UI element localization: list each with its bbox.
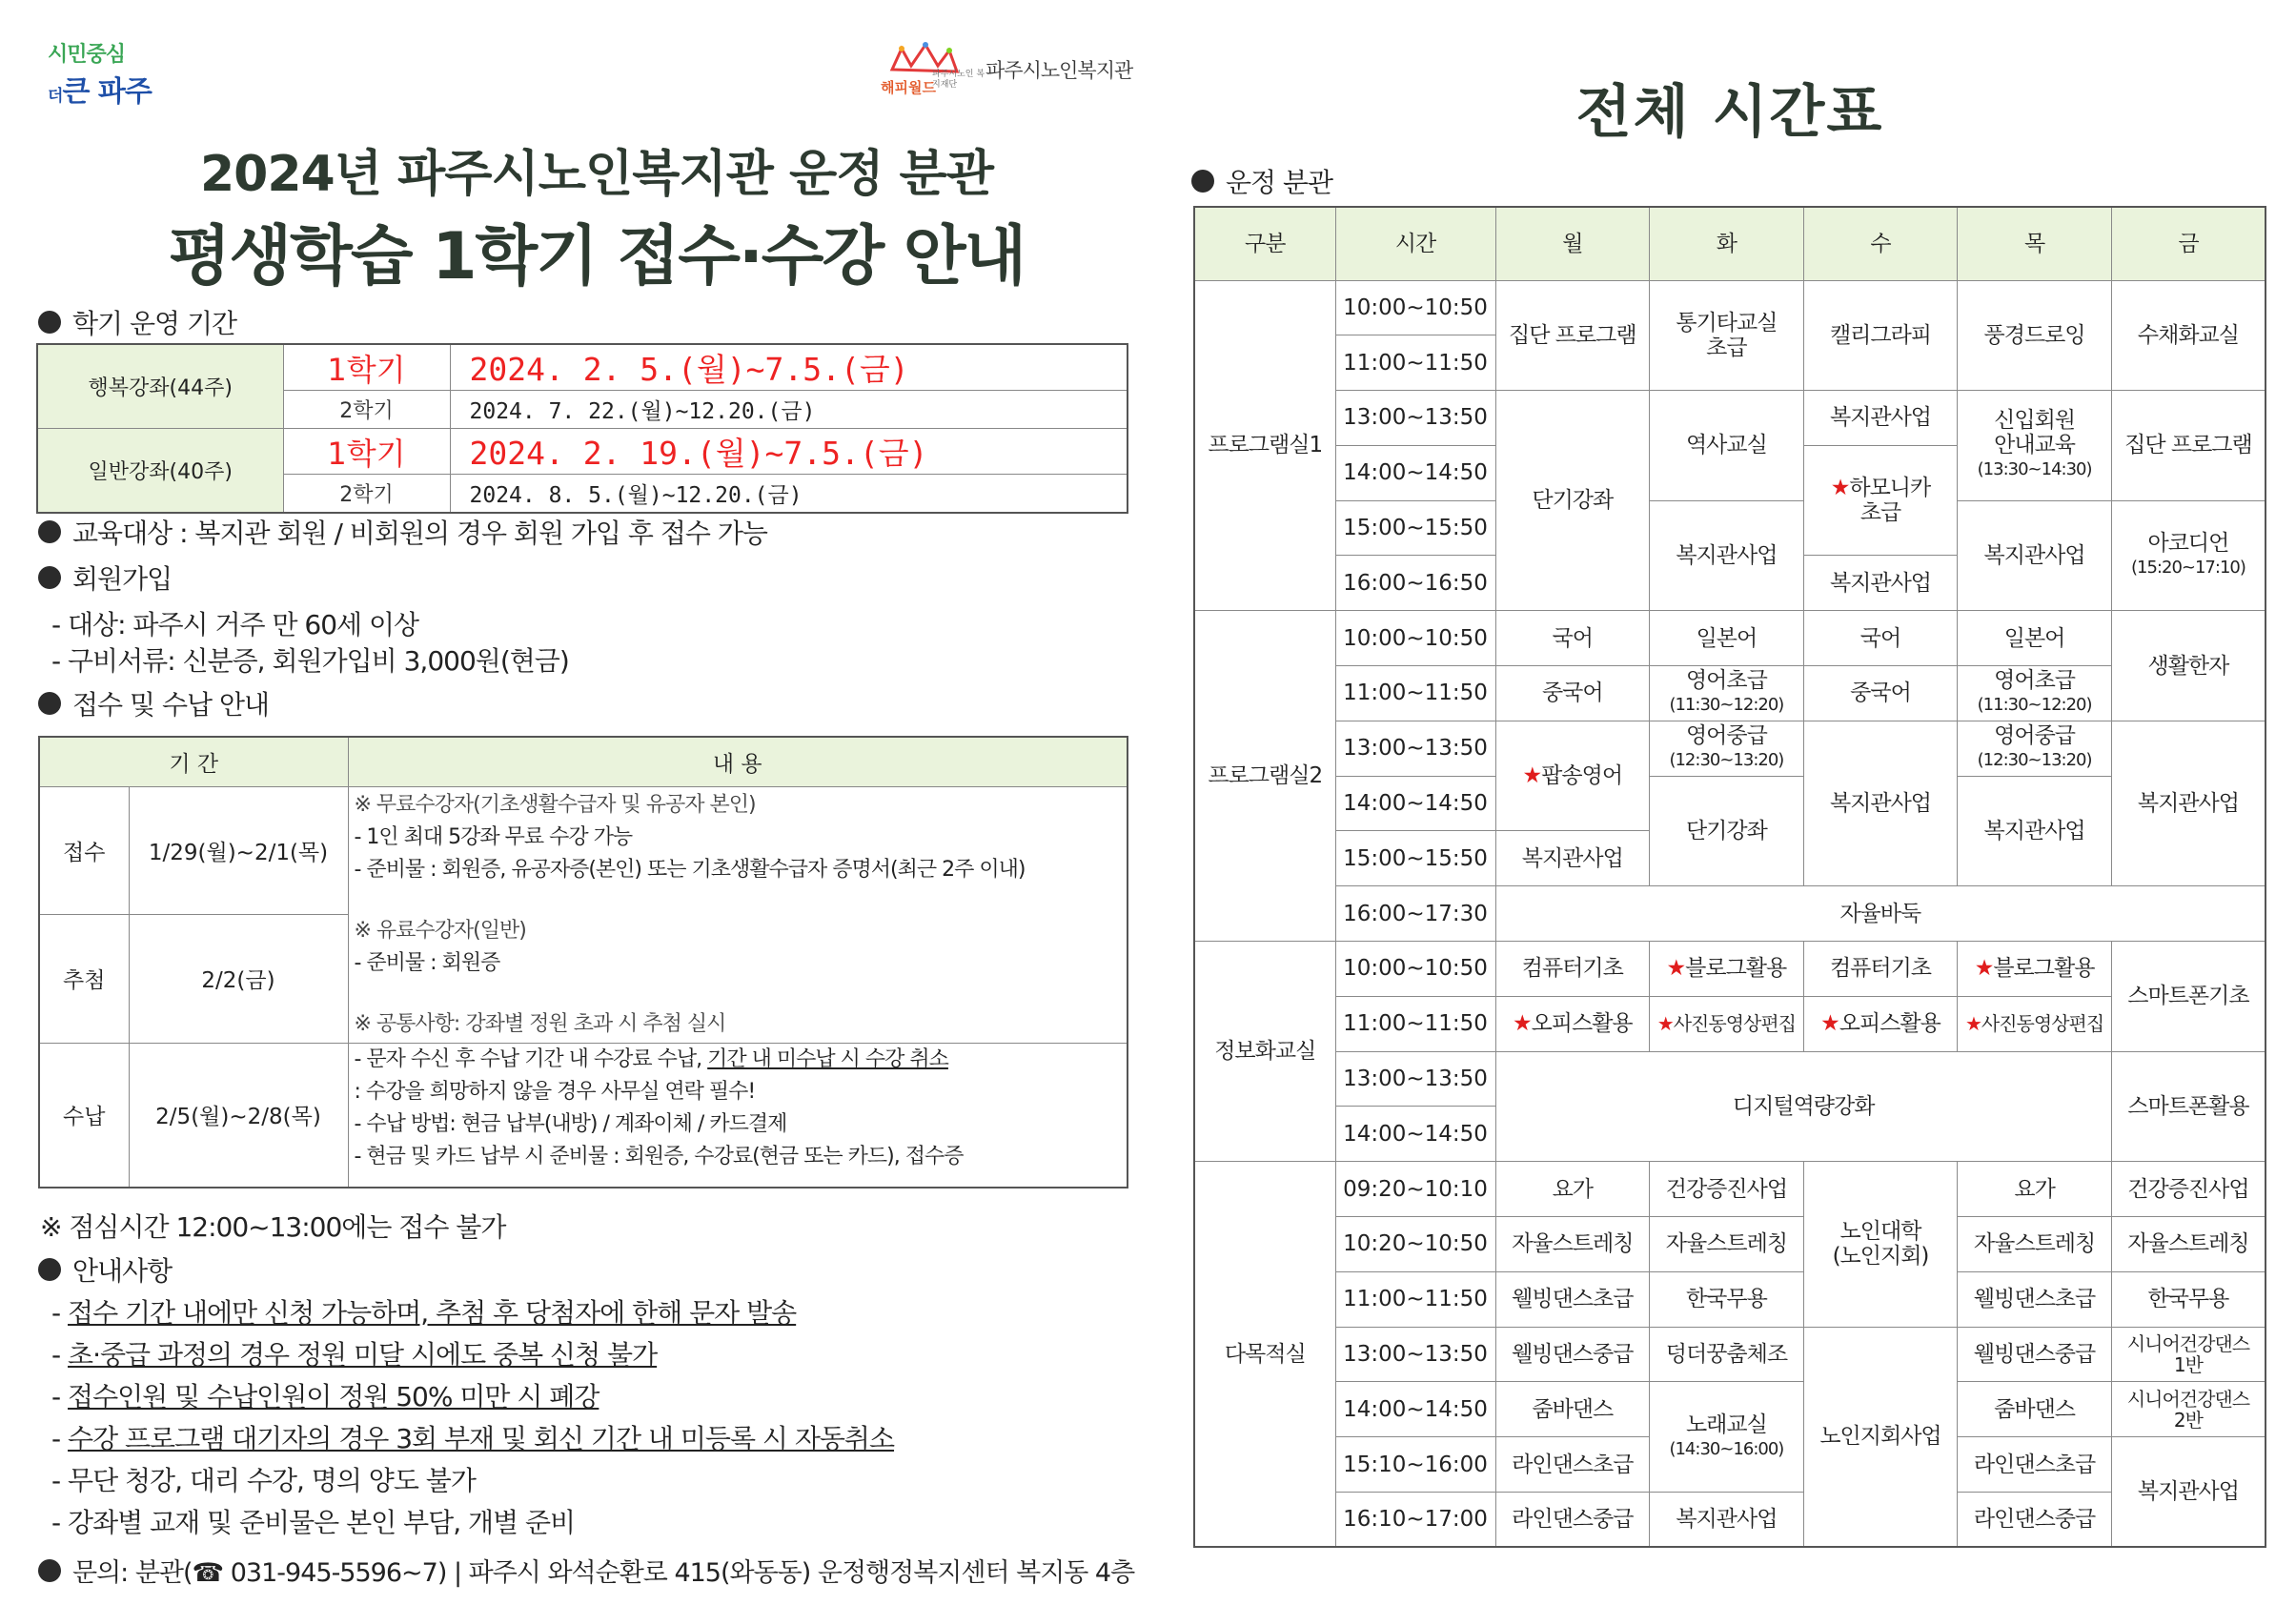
class-cell: 복지관사업 <box>1650 500 1804 611</box>
class-cell: 일본어 <box>1650 611 1804 666</box>
class-cell: 요가 <box>1958 1162 2112 1217</box>
time-cell: 10:00~10:50 <box>1335 942 1495 997</box>
time-cell: 11:00~11:50 <box>1335 666 1495 721</box>
happy-world-mark <box>873 41 985 98</box>
header-period: 기 간 <box>39 737 348 786</box>
section-branch: 운정 분관 <box>1191 162 1332 200</box>
class-cell: 영어초급 (11:30~12:20) <box>1650 666 1804 721</box>
time-cell: 10:20~10:50 <box>1335 1217 1495 1272</box>
bullet-icon <box>38 1258 61 1281</box>
semester-name: 2학기 <box>283 475 450 513</box>
class-cell: 노래교실 (14:30~16:00) <box>1650 1382 1804 1493</box>
class-cell: 자율바둑 <box>1495 886 2266 942</box>
time-cell: 11:00~11:50 <box>1335 335 1495 391</box>
city-logo <box>48 38 210 109</box>
time-cell: 15:00~15:50 <box>1335 831 1495 886</box>
class-cell: 영어중급 (12:30~13:20) <box>1958 721 2112 776</box>
class-cell: 라인댄스초급 <box>1958 1437 2112 1493</box>
membership-line: - 구비서류: 신분증, 회원가입비 3,000원(현금) <box>51 645 569 677</box>
class-cell: 복지관사업 <box>2111 1437 2266 1548</box>
class-cell: 노인지회사업 <box>1803 1327 1958 1547</box>
time-cell: 16:10~17:00 <box>1335 1493 1495 1548</box>
left-panel <box>34 29 1159 1592</box>
membership-line: - 대상: 파주시 거주 만 60세 이상 <box>51 609 419 640</box>
class-cell: 스마트폰활용 <box>2111 1051 2266 1162</box>
class-cell: ★오피스활용 <box>1495 996 1650 1051</box>
class-cell: 컴퓨터기초 <box>1495 942 1650 997</box>
class-cell: 복지관사업 <box>1803 721 1958 885</box>
schedule-table <box>1193 206 2266 1548</box>
star-icon: ★ <box>1820 1011 1839 1037</box>
class-cell: 줌바댄스 <box>1958 1382 2112 1437</box>
col-header: 수 <box>1803 207 1958 280</box>
class-cell: 노인대학 (노인지회) <box>1803 1162 1958 1327</box>
time-cell: 09:20~10:10 <box>1335 1162 1495 1217</box>
class-cell: 복지관사업 <box>2111 721 2266 885</box>
bullet-icon <box>38 520 61 543</box>
class-cell: 자율스트레칭 <box>1495 1217 1650 1272</box>
class-cell: 집단 프로그램 <box>2111 391 2266 501</box>
registration-table <box>38 736 1128 1189</box>
semester-label: 행복강좌(44주) <box>37 344 283 429</box>
class-cell: 캘리그라피 <box>1803 280 1958 391</box>
class-cell: 웰빙댄스중급 <box>1958 1327 2112 1382</box>
welfare-logo <box>873 36 1159 103</box>
class-cell: 스마트폰기초 <box>2111 942 2266 1052</box>
class-cell: ★팝송영어 <box>1495 721 1650 831</box>
class-cell: ★오피스활용 <box>1803 996 1958 1051</box>
class-cell: 건강증진사업 <box>2111 1162 2266 1217</box>
reg-type: 접수 <box>39 786 129 915</box>
time-cell: 14:00~14:50 <box>1335 1107 1495 1162</box>
reg-content: ※ 무료수강자(기초생활수급자 및 유공자 본인) - 1인 최대 5강좌 무료 수강 가능 - 준비물 : 회원증, 유공자증(본인) 또는 기초생활수급자 증명서(최근 2주 이내) ※ 유료수강자(일반) - 준비물 : 회원증 ※ 공통사항: 강좌별 정원 초과 시 추첨 실시 <box>348 786 1128 1043</box>
class-cell: 복지관사업 <box>1958 776 2112 886</box>
reg-type: 추첨 <box>39 915 129 1044</box>
class-cell: 자율스트레칭 <box>1958 1217 2112 1272</box>
time-cell: 11:00~11:50 <box>1335 996 1495 1051</box>
class-cell: 복지관사업 <box>1803 391 1958 446</box>
section-target: 교육대상 : 복지관 회원 / 비회원의 경우 회원 가입 후 접수 가능 <box>38 513 767 551</box>
class-cell: 웰빙댄스중급 <box>1495 1327 1650 1382</box>
reg-type: 수납 <box>39 1043 129 1188</box>
col-header: 월 <box>1495 207 1650 280</box>
bullet-icon <box>38 1559 61 1582</box>
class-cell: 한국무용 <box>2111 1271 2266 1327</box>
time-cell: 11:00~11:50 <box>1335 1271 1495 1327</box>
notice-line: - 접수 기간 내에만 신청 가능하며, 추첨 후 당첨자에 한해 문자 발송 <box>51 1297 797 1329</box>
class-cell: ★블로그활용 <box>1958 942 2112 997</box>
semester-table <box>36 343 1128 514</box>
class-cell: 통기타교실 초급 <box>1650 280 1804 391</box>
reg-date: 2/5(월)~2/8(목) <box>129 1043 348 1188</box>
class-cell: 아코디언 (15:20~17:10) <box>2111 500 2266 611</box>
title-line1: 2024년 파주시노인복지관 운정 분관 <box>199 146 994 203</box>
class-cell: 라인댄스중급 <box>1495 1493 1650 1548</box>
room-label: 프로그램실1 <box>1194 280 1335 611</box>
logo-slogan: 시민중심 <box>48 43 126 67</box>
bullet-icon <box>1191 170 1214 193</box>
col-header: 구분 <box>1194 207 1335 280</box>
logo-name: 더큰 파주 <box>48 75 152 109</box>
right-panel <box>1182 29 2278 1592</box>
class-cell: 집단 프로그램 <box>1495 280 1650 391</box>
col-header: 금 <box>2111 207 2266 280</box>
star-icon: ★ <box>1974 956 1994 982</box>
section-membership: 회원가입 <box>38 559 172 597</box>
header-content: 내 용 <box>348 737 1128 786</box>
class-cell: 자율스트레칭 <box>2111 1217 2266 1272</box>
notice-line: - 초·중급 과정의 경우 정원 미달 시에도 중복 신청 불가 <box>51 1339 658 1371</box>
time-cell: 14:00~14:50 <box>1335 1382 1495 1437</box>
star-icon: ★ <box>1666 956 1686 982</box>
class-cell: 역사교실 <box>1650 391 1804 501</box>
class-cell: 영어초급 (11:30~12:20) <box>1958 666 2112 721</box>
schedule-title: 전체 시간표 <box>1575 79 1884 146</box>
class-cell: ★하모니카 초급 <box>1803 445 1958 556</box>
class-cell: 생활한자 <box>2111 611 2266 721</box>
title-line2: 평생학습 1학기 접수·수강 안내 <box>168 219 1026 295</box>
section-notice: 안내사항 <box>38 1250 172 1289</box>
class-cell: 신입회원 안내교육 (13:30~14:30) <box>1958 391 2112 501</box>
notice-line: - 수강 프로그램 대기자의 경우 3회 부재 및 회신 기간 내 미등록 시 자동취소 <box>51 1423 895 1454</box>
semester-name: 1학기 <box>283 344 450 391</box>
class-cell: 요가 <box>1495 1162 1650 1217</box>
star-icon: ★ <box>1656 1012 1674 1036</box>
brand-text: 해피월드 <box>881 79 936 96</box>
class-cell: 중국어 <box>1495 666 1650 721</box>
bullet-icon <box>38 692 61 715</box>
time-cell: 13:00~13:50 <box>1335 1051 1495 1107</box>
class-cell: 국어 <box>1495 611 1650 666</box>
class-cell: 라인댄스초급 <box>1495 1437 1650 1493</box>
bullet-icon <box>38 566 61 589</box>
class-cell: 시니어건강댄스 1반 <box>2111 1327 2266 1382</box>
class-cell: 덩더꿍춤체조 <box>1650 1327 1804 1382</box>
class-cell: ★사진동영상편집 <box>1958 996 2112 1051</box>
room-label: 프로그램실2 <box>1194 611 1335 942</box>
class-cell: 복지관사업 <box>1958 500 2112 611</box>
class-cell: 줌바댄스 <box>1495 1382 1650 1437</box>
class-cell: 한국무용 <box>1650 1271 1804 1327</box>
class-cell: 복지관사업 <box>1803 556 1958 611</box>
brand-tiny: 파주시노인 복지재단 <box>932 70 985 90</box>
star-icon: ★ <box>1830 476 1850 501</box>
class-cell: 단기강좌 <box>1650 776 1804 886</box>
notice-line: - 접수인원 및 수납인원이 정원 50% 미만 시 폐강 <box>51 1381 599 1412</box>
time-cell: 13:00~13:50 <box>1335 1327 1495 1382</box>
time-cell: 14:00~14:50 <box>1335 776 1495 831</box>
lunch-note: ※ 점심시간 12:00~13:00에는 접수 불가 <box>40 1211 506 1243</box>
col-header: 화 <box>1650 207 1804 280</box>
time-cell: 16:00~17:30 <box>1335 886 1495 942</box>
semester-date: 2024. 2. 5.(월)~7.5.(금) <box>450 344 1128 391</box>
class-cell: 일본어 <box>1958 611 2112 666</box>
star-icon: ★ <box>1512 1011 1532 1037</box>
col-header: 시간 <box>1335 207 1495 280</box>
semester-name: 2학기 <box>283 391 450 429</box>
class-cell: 시니어건강댄스 2반 <box>2111 1382 2266 1437</box>
class-cell: 복지관사업 <box>1495 831 1650 886</box>
time-cell: 15:10~16:00 <box>1335 1437 1495 1493</box>
time-cell: 10:00~10:50 <box>1335 611 1495 666</box>
class-cell: 디지털역량강화 <box>1495 1051 2111 1162</box>
time-cell: 16:00~16:50 <box>1335 556 1495 611</box>
class-cell: 복지관사업 <box>1650 1493 1804 1548</box>
semester-name: 1학기 <box>283 429 450 475</box>
room-label: 정보화교실 <box>1194 942 1335 1162</box>
section-semester: 학기 운영 기간 <box>38 303 236 341</box>
class-cell: 웰빙댄스초급 <box>1958 1271 2112 1327</box>
time-cell: 14:00~14:50 <box>1335 445 1495 500</box>
reg-date: 2/2(금) <box>129 915 348 1044</box>
class-cell: 컴퓨터기초 <box>1803 942 1958 997</box>
time-cell: 10:00~10:50 <box>1335 280 1495 335</box>
star-icon: ★ <box>1964 1012 1981 1036</box>
class-cell: 라인댄스중급 <box>1958 1493 2112 1548</box>
welfare-name: 파주시노인복지관 <box>985 59 1133 82</box>
pay-content: - 문자 수신 후 수납 기간 내 수강료 수납, 기간 내 미수납 시 수강 취소 : 수강을 희망하지 않을 경우 사무실 연락 필수! - 수납 방법: 현금 납부(내방) / 계좌이체 / 카드결제 - 현금 및 카드 납부 시 준비물 : 회원증, 수강료(현금 또는 카드), 접수증 <box>348 1043 1128 1188</box>
semester-date: 2024. 7. 22.(월)~12.20.(금) <box>450 391 1128 429</box>
notice-line: - 무단 청강, 대리 수강, 명의 양도 불가 <box>51 1465 476 1496</box>
semester-date: 2024. 2. 19.(월)~7.5.(금) <box>450 429 1128 475</box>
star-icon: ★ <box>1522 763 1542 789</box>
class-cell: 중국어 <box>1803 666 1958 721</box>
class-cell: 웰빙댄스초급 <box>1495 1271 1650 1327</box>
class-cell: ★사진동영상편집 <box>1650 996 1804 1051</box>
semester-date: 2024. 8. 5.(월)~12.20.(금) <box>450 475 1128 513</box>
class-cell: 풍경드로잉 <box>1958 280 2112 391</box>
class-cell: 영어중급 (12:30~13:20) <box>1650 721 1804 776</box>
col-header: 목 <box>1958 207 2112 280</box>
time-cell: 13:00~13:50 <box>1335 391 1495 446</box>
time-cell: 13:00~13:50 <box>1335 721 1495 776</box>
class-cell: 건강증진사업 <box>1650 1162 1804 1217</box>
section-registration: 접수 및 수납 안내 <box>38 684 269 722</box>
contact-line: 문의: 분관(☎ 031-945-5596~7) | 파주시 와석순환로 415(와동동) 운정행정복지센터 복지동 4층 <box>38 1552 1134 1589</box>
class-cell: 자율스트레칭 <box>1650 1217 1804 1272</box>
notice-line: - 강좌별 교재 및 준비물은 본인 부담, 개별 준비 <box>51 1507 576 1538</box>
bullet-icon <box>38 311 61 334</box>
room-label: 다목적실 <box>1194 1162 1335 1548</box>
class-cell: ★블로그활용 <box>1650 942 1804 997</box>
class-cell: 국어 <box>1803 611 1958 666</box>
class-cell: 수채화교실 <box>2111 280 2266 391</box>
semester-label: 일반강좌(40주) <box>37 429 283 513</box>
class-cell: 단기강좌 <box>1495 391 1650 611</box>
time-cell: 15:00~15:50 <box>1335 500 1495 556</box>
reg-date: 1/29(월)~2/1(목) <box>129 786 348 915</box>
